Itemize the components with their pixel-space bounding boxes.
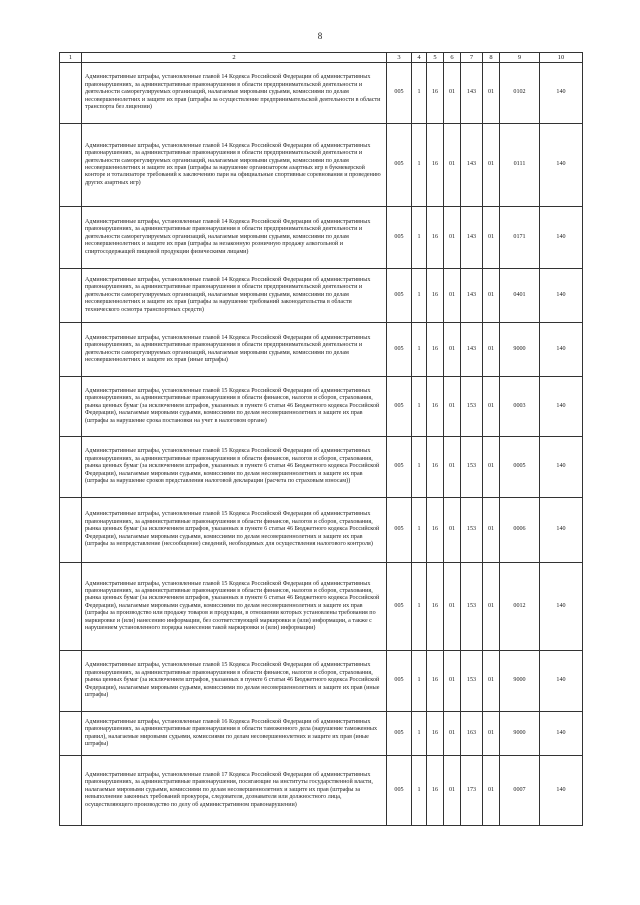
code-cell-9: 0005 [500, 437, 540, 498]
code-cell-4: 1 [412, 651, 427, 712]
page-number: 8 [317, 31, 323, 41]
header-cell: 3 [387, 53, 412, 63]
code-cell-3: 005 [387, 207, 412, 269]
code-cell-6: 01 [444, 563, 461, 651]
code-cell-4: 1 [412, 269, 427, 323]
table-row [60, 563, 583, 651]
code-cell-9: 0007 [500, 756, 540, 826]
budget-classification-table [59, 52, 583, 826]
code-cell-9: 0012 [500, 563, 540, 651]
code-cell-10: 140 [540, 377, 583, 437]
table-row [60, 323, 583, 377]
table-row [60, 437, 583, 498]
code-cell-8: 01 [483, 437, 500, 498]
description-cell: Административные штрафы, установленные главой 14 Кодекса Российской Федерации об административных правонарушениях, за административные правонарушения в области предпринимательской деятельности и деятельности саморегулируемых организаций, налагаемые мировыми судьями, комиссиями по делам несовершеннолетних и защите их прав (штрафы за незаконную розничную продажу алкогольной и спиртосодержащей пищевой продукции физическими лицами) [82, 207, 387, 269]
code-cell-10: 140 [540, 563, 583, 651]
code-cell-3: 005 [387, 712, 412, 756]
code-cell-7: 153 [461, 437, 483, 498]
code-cell-8: 01 [483, 323, 500, 377]
code-cell-7: 153 [461, 377, 483, 437]
row-number-cell [60, 756, 82, 826]
code-cell-5: 16 [427, 63, 444, 124]
header-cell: 9 [500, 53, 540, 63]
code-cell-5: 16 [427, 377, 444, 437]
code-cell-7: 143 [461, 269, 483, 323]
code-cell-3: 005 [387, 124, 412, 207]
code-cell-9: 0102 [500, 63, 540, 124]
code-cell-9: 9000 [500, 323, 540, 377]
table-row [60, 756, 583, 826]
code-cell-8: 01 [483, 207, 500, 269]
header-cell: 10 [540, 53, 583, 63]
code-cell-6: 01 [444, 124, 461, 207]
code-cell-8: 01 [483, 651, 500, 712]
header-cell: 7 [461, 53, 483, 63]
row-number-cell [60, 563, 82, 651]
code-cell-7: 153 [461, 651, 483, 712]
code-cell-3: 005 [387, 563, 412, 651]
code-cell-9: 0006 [500, 498, 540, 563]
code-cell-6: 01 [444, 498, 461, 563]
code-cell-6: 01 [444, 63, 461, 124]
code-cell-10: 140 [540, 437, 583, 498]
header-cell: 1 [60, 53, 82, 63]
table-row [60, 651, 583, 712]
description-cell: Административные штрафы, установленные главой 14 Кодекса Российской Федерации об административных правонарушениях, за административные правонарушения в области предпринимательской деятельности и деятельности саморегулируемых организаций, налагаемые мировыми судьями, комиссиями по делам несовершеннолетних и защите их прав (штрафы за нарушение организатором азартных игр в букмекерской конторе и тотализаторе требований к заключению пари на официальные спортивные соревнования и проведению других азартных игр) [82, 124, 387, 207]
code-cell-5: 16 [427, 712, 444, 756]
header-cell: 8 [483, 53, 500, 63]
code-cell-7: 143 [461, 207, 483, 269]
code-cell-4: 1 [412, 437, 427, 498]
code-cell-10: 140 [540, 63, 583, 124]
code-cell-6: 01 [444, 756, 461, 826]
table-row [60, 207, 583, 269]
code-cell-7: 143 [461, 124, 483, 207]
code-cell-7: 153 [461, 498, 483, 563]
description-cell: Административные штрафы, установленные главой 15 Кодекса Российской Федерации об административных правонарушениях, за административные правонарушения в области финансов, налогов и сборов, страхования, рынка ценных бумаг (за исключением штрафов, указанных в пункте 6 статьи 46 Бюджетного кодекса Российской Федерации), налагаемые мировыми судьями, комиссиями по делам несовершеннолетних и защите их прав (штрафы за нарушение срока постановки на учет в налоговом органе) [82, 377, 387, 437]
table-row [60, 269, 583, 323]
row-number-cell [60, 437, 82, 498]
code-cell-9: 0401 [500, 269, 540, 323]
code-cell-4: 1 [412, 124, 427, 207]
description-cell: Административные штрафы, установленные главой 15 Кодекса Российской Федерации об административных правонарушениях, за административные правонарушения в области финансов, налогов и сборов, страхования, рынка ценных бумаг (за исключением штрафов, указанных в пункте 6 статьи 46 Бюджетного кодекса Российской Федерации), налагаемые мировыми судьями, комиссиями по делам несовершеннолетних и защите их прав (штрафы за непредставление (несообщение) сведений, необходимых для осуществления налогового контроля) [82, 498, 387, 563]
code-cell-3: 005 [387, 323, 412, 377]
description-cell: Административные штрафы, установленные главой 15 Кодекса Российской Федерации об административных правонарушениях, за административные правонарушения в области финансов, налогов и сборов, страхования, рынка ценных бумаг (за исключением штрафов, указанных в пункте 6 статьи 46 Бюджетного кодекса Российской Федерации), налагаемые мировыми судьями, комиссиями по делам несовершеннолетних и защите их прав (иные штрафы) [82, 651, 387, 712]
description-cell: Административные штрафы, установленные главой 15 Кодекса Российской Федерации об административных правонарушениях, за административные правонарушения в области финансов, налогов и сборов, страхования, рынка ценных бумаг (за исключением штрафов, указанных в пункте 6 статьи 46 Бюджетного кодекса Российской Федерации), налагаемые мировыми судьями, комиссиями по делам несовершеннолетних и защите их прав (штрафы за нарушение сроков представления налоговой декларации (расчета по страховым взносам)) [82, 437, 387, 498]
code-cell-4: 1 [412, 756, 427, 826]
code-cell-3: 005 [387, 269, 412, 323]
code-cell-8: 01 [483, 269, 500, 323]
code-cell-5: 16 [427, 437, 444, 498]
description-cell: Административные штрафы, установленные главой 14 Кодекса Российской Федерации об административных правонарушениях, за административные правонарушения в области предпринимательской деятельности и деятельности саморегулируемых организаций, налагаемые мировыми судьями, комиссиями по делам несовершеннолетних и защите их прав (штрафы за осуществление предпринимательской деятельности в области транспорта без лицензии) [82, 63, 387, 124]
code-cell-8: 01 [483, 377, 500, 437]
code-cell-3: 005 [387, 437, 412, 498]
code-cell-4: 1 [412, 207, 427, 269]
row-number-cell [60, 377, 82, 437]
row-number-cell [60, 712, 82, 756]
description-cell: Административные штрафы, установленные главой 16 Кодекса Российской Федерации об административных правонарушениях, за административные правонарушения в области таможенного дела (нарушение таможенных правил), налагаемые мировыми судьями, комиссиями по делам несовершеннолетних и защите их прав (иные штрафы) [82, 712, 387, 756]
description-cell: Административные штрафы, установленные главой 15 Кодекса Российской Федерации об административных правонарушениях, за административные правонарушения в области финансов, налогов и сборов, страхования, рынка ценных бумаг (за исключением штрафов, указанных в пункте 6 статьи 46 Бюджетного кодекса Российской Федерации), налагаемые мировыми судьями, комиссиями по делам несовершеннолетних и защите их прав (штрафы за производство или продажу товаров и продукции, в отношении которых установлены требования по маркировке и (или) нанесению информации, без соответствующей маркировки и (или) информации, а также с нарушением установленного порядка нанесения такой маркировки и (или) информации) [82, 563, 387, 651]
code-cell-5: 16 [427, 563, 444, 651]
code-cell-5: 16 [427, 756, 444, 826]
code-cell-10: 140 [540, 269, 583, 323]
code-cell-10: 140 [540, 323, 583, 377]
header-cell: 2 [82, 53, 387, 63]
code-cell-4: 1 [412, 323, 427, 377]
code-cell-6: 01 [444, 207, 461, 269]
row-number-cell [60, 323, 82, 377]
table-row [60, 63, 583, 124]
code-cell-3: 005 [387, 756, 412, 826]
code-cell-7: 143 [461, 323, 483, 377]
code-cell-9: 0003 [500, 377, 540, 437]
code-cell-10: 140 [540, 498, 583, 563]
table-row [60, 124, 583, 207]
code-cell-7: 153 [461, 563, 483, 651]
description-cell: Административные штрафы, установленные главой 14 Кодекса Российской Федерации об административных правонарушениях, за административные правонарушения в области предпринимательской деятельности и деятельности саморегулируемых организаций, налагаемые мировыми судьями, комиссиями по делам несовершеннолетних и защите их прав (иные штрафы) [82, 323, 387, 377]
header-cell: 5 [427, 53, 444, 63]
code-cell-6: 01 [444, 651, 461, 712]
code-cell-6: 01 [444, 377, 461, 437]
header-cell: 4 [412, 53, 427, 63]
table-row [60, 377, 583, 437]
row-number-cell [60, 498, 82, 563]
code-cell-5: 16 [427, 124, 444, 207]
code-cell-9: 0171 [500, 207, 540, 269]
code-cell-5: 16 [427, 651, 444, 712]
code-cell-7: 143 [461, 63, 483, 124]
row-number-cell [60, 651, 82, 712]
code-cell-8: 01 [483, 756, 500, 826]
code-cell-9: 0111 [500, 124, 540, 207]
code-cell-9: 9000 [500, 651, 540, 712]
code-cell-4: 1 [412, 563, 427, 651]
table-header-row [60, 53, 583, 63]
code-cell-5: 16 [427, 323, 444, 377]
code-cell-4: 1 [412, 63, 427, 124]
header-cell: 6 [444, 53, 461, 63]
description-cell: Административные штрафы, установленные главой 17 Кодекса Российской Федерации об административных правонарушениях, за административные правонарушения, посягающие на институты государственной власти, налагаемые мировыми судьями, комиссиями по делам несовершеннолетних и защите их прав (штрафы за невыполнение законных требований прокурора, следователя, дознавателя или должностного лица, осуществляющего производство по делу об административном правонарушении) [82, 756, 387, 826]
code-cell-8: 01 [483, 498, 500, 563]
code-cell-6: 01 [444, 712, 461, 756]
code-cell-3: 005 [387, 651, 412, 712]
code-cell-10: 140 [540, 651, 583, 712]
code-cell-3: 005 [387, 377, 412, 437]
row-number-cell [60, 63, 82, 124]
row-number-cell [60, 124, 82, 207]
table-row [60, 498, 583, 563]
code-cell-8: 01 [483, 712, 500, 756]
code-cell-3: 005 [387, 63, 412, 124]
code-cell-10: 140 [540, 207, 583, 269]
description-cell: Административные штрафы, установленные главой 14 Кодекса Российской Федерации об административных правонарушениях, за административные правонарушения в области предпринимательской деятельности и деятельности саморегулируемых организаций, налагаемые мировыми судьями, комиссиями по делам несовершеннолетних и защите их прав (штрафы за нарушение требований законодательства в области технического осмотра транспортных средств) [82, 269, 387, 323]
code-cell-9: 9000 [500, 712, 540, 756]
code-cell-6: 01 [444, 269, 461, 323]
code-cell-5: 16 [427, 269, 444, 323]
code-cell-4: 1 [412, 377, 427, 437]
code-cell-8: 01 [483, 63, 500, 124]
code-cell-10: 140 [540, 756, 583, 826]
code-cell-3: 005 [387, 498, 412, 563]
code-cell-7: 163 [461, 712, 483, 756]
row-number-cell [60, 269, 82, 323]
code-cell-10: 140 [540, 712, 583, 756]
code-cell-4: 1 [412, 498, 427, 563]
code-cell-8: 01 [483, 124, 500, 207]
code-cell-8: 01 [483, 563, 500, 651]
code-cell-7: 173 [461, 756, 483, 826]
code-cell-5: 16 [427, 498, 444, 563]
code-cell-10: 140 [540, 124, 583, 207]
row-number-cell [60, 207, 82, 269]
code-cell-6: 01 [444, 437, 461, 498]
table-row [60, 712, 583, 756]
code-cell-4: 1 [412, 712, 427, 756]
code-cell-5: 16 [427, 207, 444, 269]
code-cell-6: 01 [444, 323, 461, 377]
